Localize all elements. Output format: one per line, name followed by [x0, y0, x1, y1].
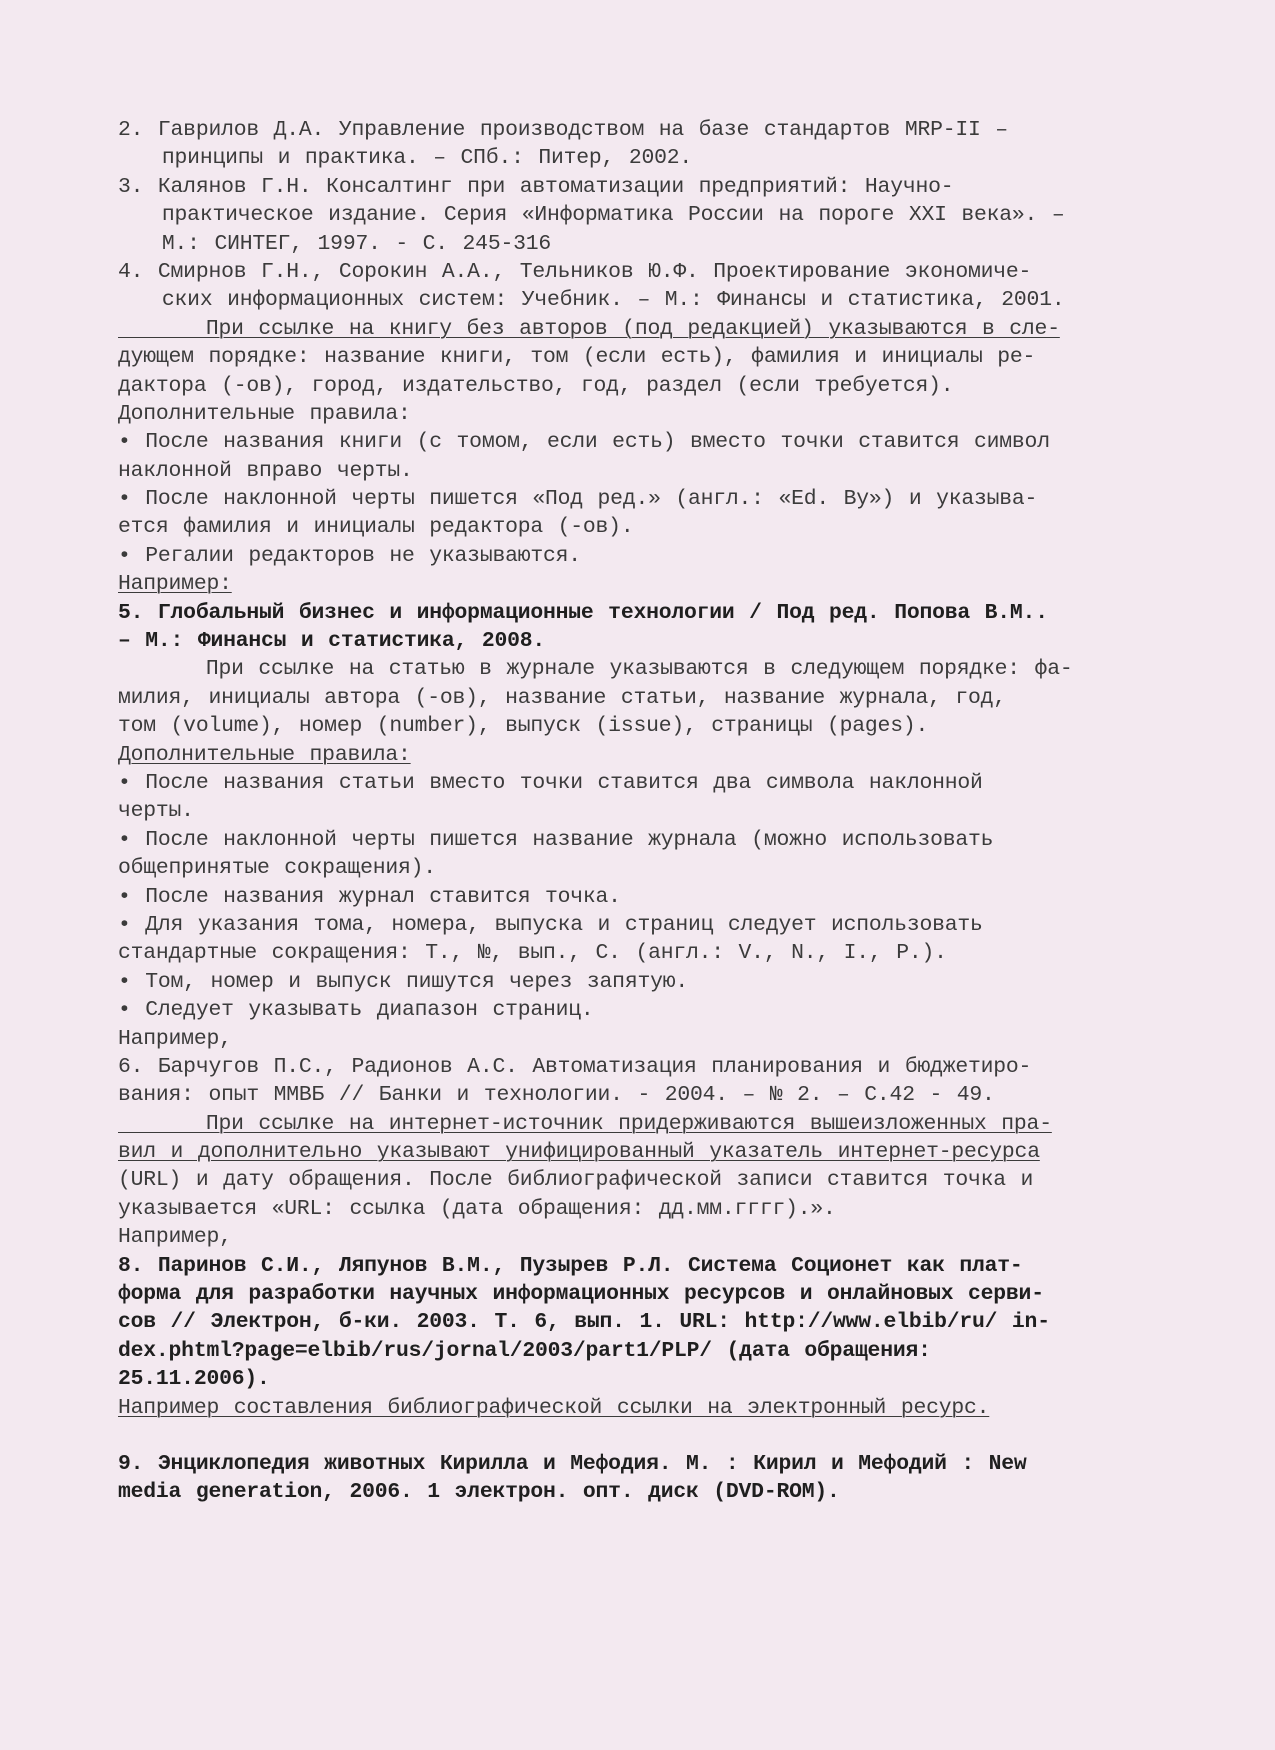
example-label: Например,	[118, 1026, 232, 1051]
electronic-resource-example-label: Например составления библиографической ссылки на электронный ресурс.	[118, 1395, 990, 1420]
ref-8-line-3: сов // Электрон, б-ки. 2003. Т. 6, вып. 1. URL: http://www.elbib/ru/ in-	[118, 1310, 1050, 1335]
ref-8-line-1: 8. Паринов С.И., Ляпунов В.М., Пузырев Р.Л. Система Соционет как плат-	[118, 1253, 1023, 1278]
example-label: Например:	[118, 572, 232, 597]
rule-item-cont: наклонной вправо черты.	[118, 458, 413, 483]
ref-9-line-1: 9. Энциклопедия животных Кирилла и Мефодия. М. : Кирил и Мефодий : New	[118, 1451, 1027, 1476]
additional-rules-heading: Дополнительные правила:	[118, 742, 411, 767]
ref-8-line-5: 25.11.2006).	[118, 1367, 270, 1392]
ref-5-line-2: – М.: Финансы и статистика, 2008.	[118, 629, 546, 654]
article-rule-paragraph-line-3: том (volume), номер (number), выпуск (issue), страницы (pages).	[118, 714, 929, 739]
ref-5-line-1: 5. Глобальный бизнес и информационные технологии / Под ред. Попова В.М..	[118, 600, 1048, 625]
article-rule-paragraph-line-2: милия, инициалы автора (-ов), название статьи, название журнала, год,	[118, 685, 1006, 710]
internet-rule-paragraph-line-3: (URL) и дату обращения. После библиографической записи ставится точка и	[118, 1168, 1034, 1193]
ref-3-line-2: практическое издание. Серия «Информатика России на пороге XXI века». –	[118, 203, 1065, 228]
rule-item: • После названия статьи вместо точки ставится два символа наклонной	[118, 770, 983, 795]
ref-4-line-1: 4. Смирнов Г.Н., Сорокин А.А., Тельников Ю.Ф. Проектирование экономиче-	[118, 259, 1032, 284]
rule-item: • Для указания тома, номера, выпуска и страниц следует использовать	[118, 912, 983, 937]
document-body	[118, 116, 1198, 1507]
ref-2-line-2: принципы и практика. – СПб.: Питер, 2002.	[118, 146, 693, 171]
internet-rule-paragraph-line-2: вил и дополнительно указывают унифицированный указатель интернет-ресурса	[118, 1140, 1040, 1165]
rule-item-cont: черты.	[118, 799, 194, 824]
article-rule-paragraph-line-1: При ссылке на статью в журнале указываются в следующем порядке: фа-	[118, 657, 1073, 682]
rule-item-cont: общепринятые сокращения).	[118, 856, 436, 881]
rule-item-cont: ется фамилия и инициалы редактора (-ов).	[118, 515, 634, 540]
ref-2-line-1: 2. Гаврилов Д.А. Управление производством на базе стандартов MRP-II –	[118, 118, 1008, 142]
additional-rules-heading: Дополнительные правила:	[118, 401, 411, 426]
book-rule-paragraph-line-3: дактора (-ов), город, издательство, год, раздел (если требуется).	[118, 373, 954, 398]
rule-item: • После названия книги (с томом, если есть) вместо точки ставится символ	[118, 430, 1050, 455]
blank-line	[118, 1422, 1198, 1450]
rule-item: • Том, номер и выпуск пишутся через запятую.	[118, 969, 689, 994]
ref-8-line-4: dex.phtml?page=elbib/rus/jornal/2003/part1/PLP/ (дата обращения:	[118, 1338, 931, 1363]
ref-8-line-2: форма для разработки научных информационных ресурсов и онлайновых серви-	[118, 1282, 1044, 1307]
rule-item: • После названия журнал ставится точка.	[118, 884, 621, 909]
rule-item: • Регалии редакторов не указываются.	[118, 543, 581, 568]
rule-item: • После наклонной черты пишется «Под ред.» (англ.: «Ed. By») и указыва-	[118, 487, 1038, 512]
ref-3-line-3: М.: СИНТЕГ, 1997. - С. 245-316	[118, 231, 552, 256]
ref-9-line-2: media generation, 2006. 1 электрон. опт. диск (DVD-ROM).	[118, 1480, 840, 1505]
rule-item: • После наклонной черты пишется название журнала (можно использовать	[118, 827, 994, 852]
ref-6-line-2: вания: опыт ММВБ // Банки и технологии. - 2004. – № 2. – С.42 - 49.	[118, 1083, 995, 1108]
book-rule-paragraph-line-2: дующем порядке: название книги, том (если есть), фамилия и инициалы ре-	[118, 345, 1036, 370]
rule-item: • Следует указывать диапазон страниц.	[118, 998, 594, 1023]
rule-item-cont: стандартные сокращения: Т., №, вып., С. (англ.: V., N., I., P.).	[118, 941, 947, 966]
book-rule-paragraph-line-1: При ссылке на книгу без авторов (под редакцией) указываются в сле-	[118, 316, 1060, 341]
internet-rule-paragraph-line-4: указывается «URL: ссылка (дата обращения: дд.мм.гггг).».	[118, 1196, 836, 1221]
example-label: Например,	[118, 1225, 232, 1250]
ref-6-line-1: 6. Барчугов П.С., Радионов А.С. Автоматизация планирования и бюджетиро-	[118, 1054, 1032, 1079]
ref-4-line-2: ских информационных систем: Учебник. – М.: Финансы и статистика, 2001.	[118, 288, 1065, 313]
internet-rule-paragraph-line-1: При ссылке на интернет-источник придерживаются вышеизложенных пра-	[118, 1111, 1052, 1136]
ref-3-line-1: 3. Калянов Г.Н. Консалтинг при автоматизации предприятий: Научно-	[118, 174, 954, 199]
